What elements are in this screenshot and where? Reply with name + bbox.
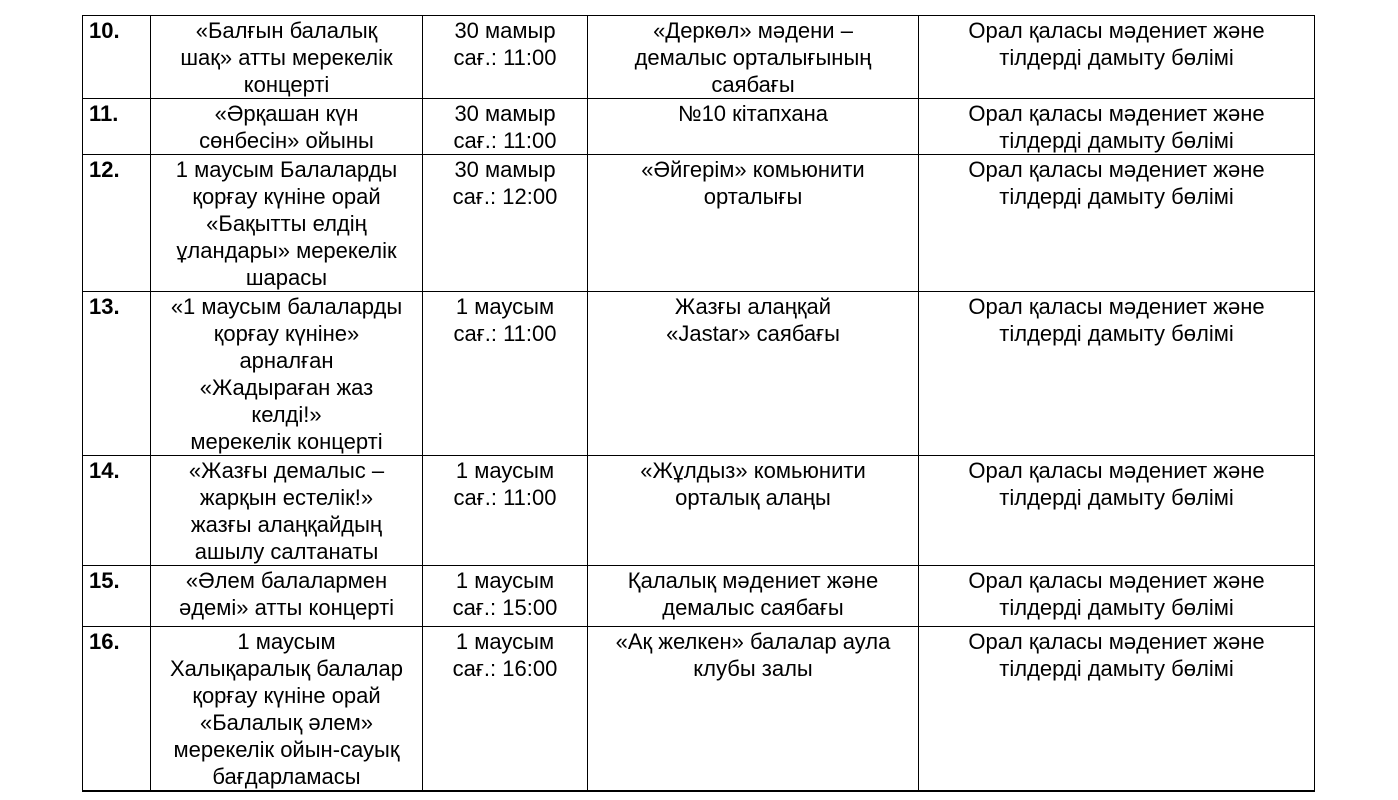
row-number: 15. (83, 566, 151, 627)
event-place: «Деркөл» мәдени – демалыс орталығының саябағы (588, 16, 919, 99)
event-place: «Әйгерім» комьюнити орталығы (588, 155, 919, 292)
event-place: Қалалық мәдениет және демалыс саябағы (588, 566, 919, 627)
event-name: «Әлем балалармен әдемі» атты концерті (151, 566, 423, 627)
table-row (83, 627, 1315, 792)
event-name: 1 маусым Халықаралық балалар қорғау күніне орай «Балалық әлем» мерекелік ойын-сауық бағдарламасы (151, 627, 423, 792)
event-datetime: 1 маусым сағ.: 16:00 (423, 627, 588, 792)
row-number: 14. (83, 456, 151, 566)
events-table (82, 15, 1315, 792)
table-row (83, 456, 1315, 566)
row-number: 12. (83, 155, 151, 292)
event-place: «Жұлдыз» комьюнити орталық алаңы (588, 456, 919, 566)
table-row (83, 99, 1315, 155)
event-name: «1 маусым балаларды қорғау күніне» арналған «Жадыраған жаз келді!» мерекелік концерті (151, 292, 423, 456)
event-datetime: 30 мамыр сағ.: 11:00 (423, 99, 588, 155)
row-number: 11. (83, 99, 151, 155)
event-datetime: 1 маусым сағ.: 15:00 (423, 566, 588, 627)
event-datetime: 30 мамыр сағ.: 12:00 (423, 155, 588, 292)
table-row (83, 292, 1315, 456)
event-place: Жазғы алаңқай «Jastar» саябағы (588, 292, 919, 456)
event-place: «Ақ желкен» балалар аула клубы залы (588, 627, 919, 792)
table-row (83, 16, 1315, 99)
event-place: №10 кітапхана (588, 99, 919, 155)
row-number: 10. (83, 16, 151, 99)
document-page (82, 15, 1314, 792)
event-name: «Әрқашан күн сөнбесін» ойыны (151, 99, 423, 155)
table-row (83, 155, 1315, 292)
event-datetime: 1 маусым сағ.: 11:00 (423, 292, 588, 456)
row-number: 16. (83, 627, 151, 792)
table-row (83, 566, 1315, 627)
event-organizer: Орал қаласы мәдениет және тілдерді дамыту бөлімі (919, 627, 1315, 792)
row-number: 13. (83, 292, 151, 456)
event-name: 1 маусым Балаларды қорғау күніне орай «Бақытты елдің ұландары» мерекелік шарасы (151, 155, 423, 292)
event-datetime: 30 мамыр сағ.: 11:00 (423, 16, 588, 99)
event-organizer: Орал қаласы мәдениет және тілдерді дамыту бөлімі (919, 155, 1315, 292)
event-organizer: Орал қаласы мәдениет және тілдерді дамыту бөлімі (919, 16, 1315, 99)
event-datetime: 1 маусым сағ.: 11:00 (423, 456, 588, 566)
event-organizer: Орал қаласы мәдениет және тілдерді дамыту бөлімі (919, 99, 1315, 155)
event-organizer: Орал қаласы мәдениет және тілдерді дамыту бөлімі (919, 292, 1315, 456)
event-organizer: Орал қаласы мәдениет және тілдерді дамыту бөлімі (919, 566, 1315, 627)
event-organizer: Орал қаласы мәдениет және тілдерді дамыту бөлімі (919, 456, 1315, 566)
event-name: «Балғын балалық шақ» атты мерекелік концерті (151, 16, 423, 99)
event-name: «Жазғы демалыс – жарқын естелік!» жазғы алаңқайдың ашылу салтанаты (151, 456, 423, 566)
